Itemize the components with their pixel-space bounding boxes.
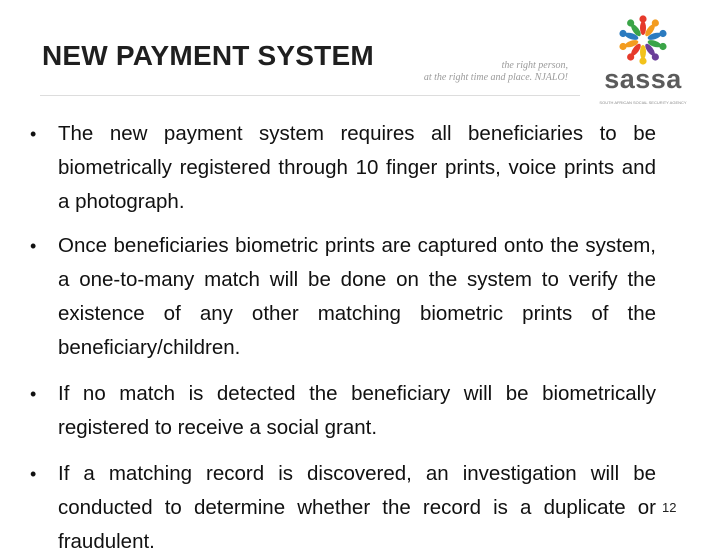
logo-subtitle: SOUTH AFRICAN SOCIAL SECURITY AGENCY (599, 100, 687, 105)
logo-wordmark: sassa (604, 64, 682, 94)
bullet-item (30, 229, 656, 365)
bullet-item (30, 377, 656, 445)
bullet-text: If a matching record is discovered, an investigation will be conducted to determine whether the record is a duplicate or fraudulent. (58, 462, 656, 553)
bullet-dot-icon: • (30, 464, 37, 484)
bullet-text: Once beneficiaries biometric prints are captured onto the system, a one-to-many match will be done on the system to verify the existence of any other matching biometric prints of the beneficiary/children. (58, 234, 656, 359)
bullet-text: The new payment system requires all beneficiaries to be biometrically registered through 10 finger prints, voice prints and a photograph. (58, 122, 656, 213)
sassa-emblem-icon (598, 12, 688, 68)
bullet-item (30, 117, 656, 219)
tagline-line-2: at the right time and place. NJALO! (423, 72, 568, 83)
title-divider (40, 95, 580, 96)
bullet-dot-icon: • (30, 236, 37, 256)
sassa-logo (598, 12, 688, 110)
bullet-item (30, 457, 656, 559)
bullet-dot-icon: • (30, 384, 37, 404)
emblem-center (639, 36, 647, 44)
slide-title: NEW PAYMENT SYSTEM (42, 40, 374, 71)
emblem-figure-body (640, 21, 646, 35)
bullet-list (30, 117, 656, 559)
tagline-line-1: the right person, (501, 60, 568, 71)
bullet-text: If no match is detected the beneficiary will be biometrically registered to receive a social grant. (58, 382, 656, 439)
emblem-figure-body (640, 45, 646, 59)
page-number: 12 (662, 500, 677, 515)
bullet-dot-icon: • (30, 124, 37, 144)
